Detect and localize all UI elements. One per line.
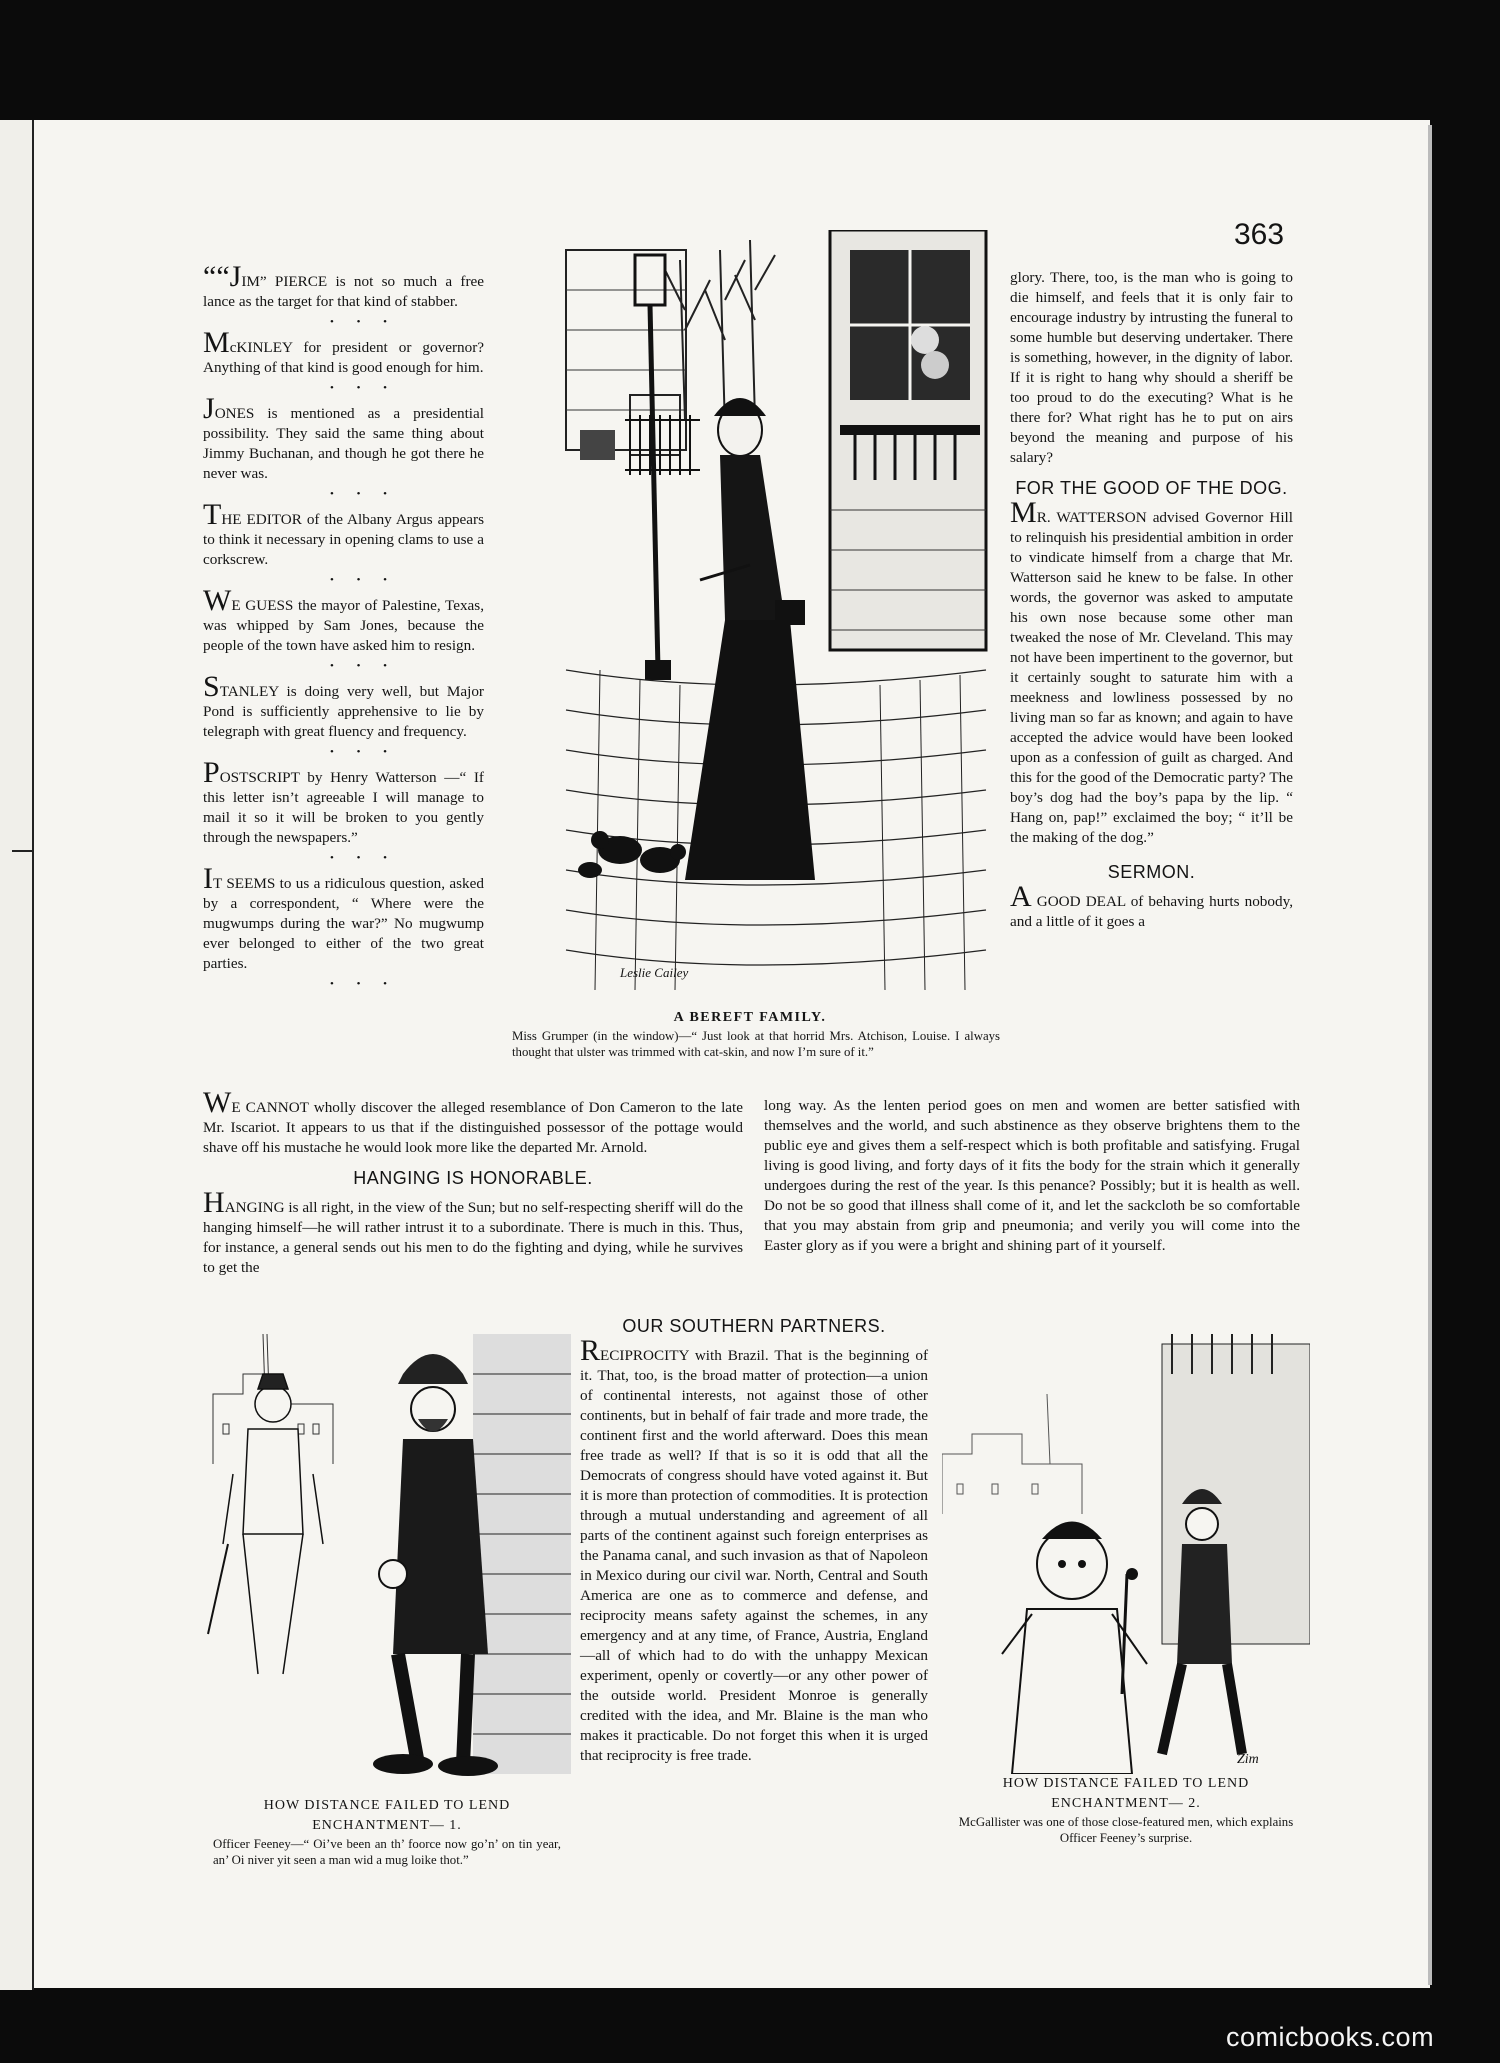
- separator-stars: • • •: [329, 574, 398, 586]
- caption-text: McGallister was one of those close-featured men, which explains Officer Feeney’s surprise.: [958, 1815, 1294, 1845]
- left-page-spine: [0, 120, 34, 1990]
- illustration-distance-2: [942, 1334, 1310, 1774]
- artist-signature: Leslie Cailey: [620, 965, 689, 980]
- paragraph-don-cameron: WE CANNOT wholly discover the alleged resemblance of Don Cameron to the late Mr. Iscariot. It appears to us that if the distinguished possessor of the pottage would shave off his mustache he would look more like the departed Mr. Arnold.: [203, 1086, 743, 1156]
- paragraph-lenten: long way. As the lenten period goes on men and women are better satisfied with themselves and the world, and such abstinence as they observe brightens them to the public eye and gives them a self-respect which is both profitable and satisfying. Frugal living is good living, and forty days of it fits the body for the strain which it generally undergoes during the rest of the year. Is this penance? Possibly; but it is health as well. Do not be so good that illness shall come of it, and let the sackcloth be so comfortable that you may abstain from grip and pneumonia; and verily you will come into the Easter glory as if you were a bright and shining part of it yourself.: [764, 1097, 1300, 1254]
- artist-signature: Zim: [1237, 1752, 1259, 1767]
- street-scene-drawing: [500, 230, 1000, 1002]
- headline-good-of-dog: FOR THE GOOD OF THE DOG.: [1015, 478, 1288, 498]
- paragraph-jim-pierce: ““JIM” PIERCE is not so much a free lance as the target for that kind of stabber.: [203, 260, 484, 310]
- paragraph-watterson: MR. WATTERSON advised Governor Hill to relinquish his presidential ambition in order to vindicate himself from a charge that Mr. Watterson said he knew to be false. In other words, the governor was asked to amputate his own nose because some other man tweaked the nose of Mr. Cleveland. This may not have been impertinent to the governor, but it certainly sought to saturate him with a meekness and lowliness possessed by no living man so far as known; and again to have accepted the advice would have been looked upon as a confession of guilt as charged. And this for the good of the Democratic party? The boy’s dog had the boy’s papa by the lip. “ Hang on, pap!” exclaimed the boy; “ it’ll be the making of the dog.”: [1010, 496, 1293, 846]
- officer-feeney-drawing: [203, 1334, 571, 1794]
- right-column: [1010, 268, 1293, 932]
- headline-hanging: HANGING IS HONORABLE.: [353, 1168, 593, 1188]
- page-edge-shadow: [1428, 125, 1432, 1985]
- paragraph-jones: JONES is mentioned as a presidential possibility. They said the same thing about Jimmy Buchanan, and though he got there he never was.: [203, 392, 484, 482]
- separator-stars: • • •: [329, 488, 398, 500]
- caption-text: Officer Feeney—“ Oi’ve been an th’ foorce now go’n’ on tin year, an’ Oi niver yit seen a man wid a mug loike thot.”: [213, 1837, 561, 1867]
- paragraph-palestine: WE GUESS the mayor of Palestine, Texas, was whipped by Sam Jones, because the people of the town have asked him to resign.: [203, 584, 484, 654]
- distance-1-caption-block: [203, 1796, 571, 1868]
- separator-stars: • • •: [329, 852, 398, 864]
- caption-title: HOW DISTANCE FAILED TO LEND ENCHANTMENT— 1.: [263, 1798, 511, 1833]
- watermark-logo: comicbooks.com: [1226, 2022, 1435, 2052]
- distance-2-caption-block: [942, 1774, 1310, 1846]
- caption-title: A BEREFT FAMILY.: [673, 1010, 827, 1025]
- caption-title: HOW DISTANCE FAILED TO LEND ENCHANTMENT— 2.: [1002, 1776, 1250, 1811]
- separator-stars: • • •: [329, 746, 398, 758]
- page-number: 363: [1234, 218, 1285, 251]
- headline-southern-partners: OUR SOUTHERN PARTNERS.: [622, 1316, 886, 1336]
- separator-stars: • • •: [329, 382, 398, 394]
- bereft-family-caption-block: [500, 1008, 1000, 1060]
- paragraph-sermon-start: A GOOD DEAL of behaving hurts nobody, and a little of it goes a: [1010, 880, 1293, 930]
- separator-stars: • • •: [329, 316, 398, 328]
- illustration-bereft-family: [500, 230, 1000, 1002]
- binding-mark: [12, 850, 32, 852]
- paragraph-mckinley: McKINLEY for president or governor? Anything of that kind is good enough for him.: [203, 326, 484, 376]
- wide-right-column: [764, 1096, 1300, 1256]
- paragraph-albany-argus: THE EDITOR of the Albany Argus appears to think it necessary in opening clams to use a corkscrew.: [203, 498, 484, 568]
- separator-stars: • • •: [329, 660, 398, 672]
- paragraph-undertaker: glory. There, too, is the man who is going to die himself, and feels that it is only fair to encourage industry by intrusting the funeral to some humble but deserving undertaker. There is something, however, in the dignity of labor. If it is right to hang why should a sheriff be too proud to do the executing? What is he there for? What right has he to put on airs beyond the meaning and purpose of his salary?: [1010, 269, 1293, 466]
- caption-text: Miss Grumper (in the window)—“ Just look at that horrid Mrs. Atchison, Louise. I always thought that ulster was trimmed with cat-skin, and now I’m sure of it.”: [512, 1029, 1000, 1059]
- paragraph-reciprocity: RECIPROCITY with Brazil. That is the beginning of it. That, too, is the broad matter of protection—a union of continental interests, not against those of other continents, but in behalf of fair trade and more trade, the continent first and the world afterward. Does this mean free trade as well? If that is so it is odd that all the Democrats of congress should have voted against it. But it is more than protection of commodities. It is protection through a mutual understanding and agreement of all parts of the continent against such foreign enterprises as the Panama canal, and such invasion as that of Napoleon in Mexico during our civil war. North, Central and South America are one as to commerce and defense, and reciprocity means safety against the schemes, in any emergency and at any time, of France, Austria, England—all of which had to do with the unhappy Mexican experiment, openly or covertly—or any other power of the outside world. President Monroe is generally credited with the idea, and Mr. Blaine is the man who makes it practicable. Do not forget this when it is urged that reciprocity is free trade.: [580, 1334, 928, 1764]
- left-column: [203, 260, 484, 996]
- paragraph-mugwumps: IT SEEMS to us a ridiculous question, asked by a correspondent, “ Where were the mugwumps during the war?” No mugwump ever belonged to either of the two great parties.: [203, 862, 484, 972]
- separator-stars: • • •: [329, 978, 398, 990]
- paragraph-hanging: HANGING is all right, in the view of the Sun; but no self-respecting sheriff will do the hanging himself—he will rather intrust it to a subordinate. There is much in this. Thus, for instance, a general sends out his men to do the fighting and dying, while he survives to get the: [203, 1186, 743, 1276]
- paragraph-postscript: POSTSCRIPT by Henry Watterson —“ If this letter isn’t agreeable I will manage to mail it so it will be broken to you gently through the newspapers.”: [203, 756, 484, 846]
- paragraph-stanley: STANLEY is doing very well, but Major Pond is sufficiently apprehensive to lie by telegraph with great fluency and frequency.: [203, 670, 484, 740]
- headline-sermon: SERMON.: [1107, 862, 1196, 882]
- illustration-distance-1: [203, 1334, 571, 1794]
- wide-left-column: [203, 1086, 743, 1278]
- southern-partners-column: [580, 1316, 928, 1766]
- mcgallister-drawing: [942, 1334, 1310, 1774]
